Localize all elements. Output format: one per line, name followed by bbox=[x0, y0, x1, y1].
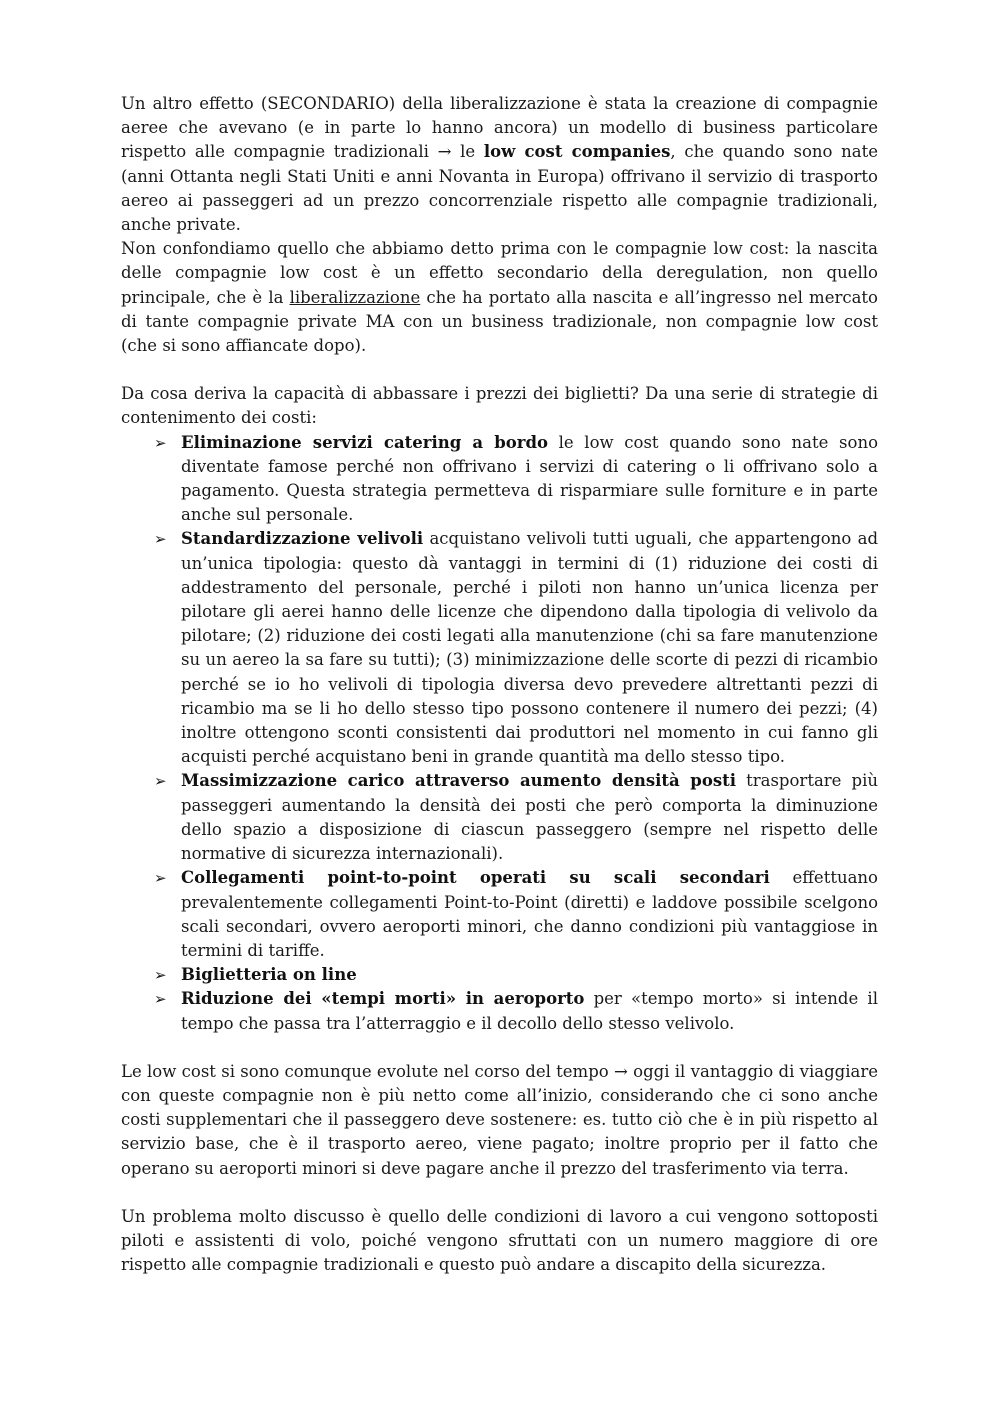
list-item-title: Collegamenti point-to-point operati su scali secondari bbox=[181, 868, 770, 888]
list-item bbox=[121, 769, 878, 866]
list-item bbox=[121, 987, 878, 1035]
list-item-title: Massimizzazione carico attraverso aumento densità posti bbox=[181, 771, 737, 791]
strategy-list bbox=[121, 431, 878, 1036]
arrow-bullet-icon: ➢ bbox=[154, 772, 167, 791]
paragraph-liberalization-note bbox=[121, 237, 878, 358]
paragraph-low-cost-evolution: Le low cost si sono comunque evolute nel corso del tempo → oggi il vantaggio di viaggiare con queste compagnie non è più netto come all’inizio, considerando che ci sono anche costi supplementari che il passeggero deve sostenere: es. tutto ciò che è in più rispetto al servizio base, che è il trasporto aereo, viene pagato; inoltre proprio per il fatto che operano su aeroporti minori si deve pagare anche il prezzo del trasferimento via terra. bbox=[121, 1061, 878, 1178]
list-item-text: trasportare più passeggeri aumentando la densità dei posti che però comporta la diminuzione dello spazio a disposizione di ciascun passeggero (sempre nel rispetto delle normative di sicurezza internazionali). bbox=[181, 771, 878, 864]
paragraph-text: Un altro effetto (SECONDARIO) della liberalizzazione è stata la creazione di compagnie aeree che avevano (e in parte lo hanno ancora) un modello di business particolare rispetto alle compagnie tradizionali → le bbox=[121, 94, 878, 162]
arrow-bullet-icon: ➢ bbox=[154, 869, 167, 888]
list-item bbox=[121, 866, 878, 963]
paragraph-spacer bbox=[121, 1181, 878, 1205]
list-item-title: Eliminazione servizi catering a bordo bbox=[181, 432, 548, 452]
arrow-bullet-icon: ➢ bbox=[154, 966, 167, 985]
list-item bbox=[121, 963, 878, 987]
arrow-bullet-icon: ➢ bbox=[154, 990, 167, 1009]
paragraph-text: Non confondiamo quello che abbiamo detto prima con le compagnie low cost: la nascita delle compagnie low cost è un effetto secondario della deregulation, non quello principale, che è la bbox=[121, 239, 878, 307]
list-item-title: Biglietteria on line bbox=[181, 965, 357, 985]
paragraph-text: , che quando sono nate (anni Ottanta negli Stati Uniti e anni Novanta in Europa) offrivano il servizio di trasporto aereo ai passeggeri ad un prezzo concorrenziale rispetto alle compagnie tradizionali, anche private. bbox=[121, 142, 878, 235]
list-item-title: Standardizzazione velivoli bbox=[181, 529, 424, 549]
document-page bbox=[121, 92, 878, 1277]
list-item-title: Riduzione dei «tempi morti» in aeroporto bbox=[181, 989, 585, 1009]
arrow-bullet-icon: ➢ bbox=[154, 433, 167, 452]
paragraph-spacer bbox=[121, 1036, 878, 1060]
bold-term-low-cost-companies: low cost companies bbox=[483, 142, 671, 162]
list-item bbox=[121, 527, 878, 769]
list-item-text: acquistano velivoli tutti uguali, che appartengono ad un’unica tipologia: questo dà vantaggi in termini di (1) riduzione dei costi di addestramento del personale, perché i piloti non hanno un’unica licenza per pilotare gli aerei hanno delle licenze che dipendono dalla tipologia di velivolo da pilotare; (2) riduzione dei costi legati alla manutenzione (chi sa fare manutenzione su un aereo la sa fare su tutti); (3) minimizzazione delle scorte di pezzi di ricambio perché se io ho velivoli di tipologia diversa devo prevedere altrettanti pezzi di ricambio ma se li ho dello stesso tipo possono contenere il numero dei pezzi; (4) inoltre ottengono sconti consistenti dai produttori nel momento in cui fanno gli acquisti perché acquistano beni in grande quantità ma dello stesso tipo. bbox=[181, 529, 879, 767]
paragraph-text: che ha portato alla nascita e all’ingresso nel mercato di tante compagnie private MA con un business tradizionale, non compagnie low cost (che si sono affiancate dopo). bbox=[121, 287, 878, 356]
paragraph-working-conditions: Un problema molto discusso è quello delle condizioni di lavoro a cui vengono sottoposti piloti e assistenti di volo, poiché vengono sfruttati con un numero maggiore di ore rispetto alle compagnie tradizionali e questo può andare a discapito della sicurezza. bbox=[121, 1206, 878, 1275]
arrow-bullet-icon: ➢ bbox=[154, 530, 167, 549]
paragraph-spacer bbox=[121, 358, 878, 382]
underlined-term-liberalizzazione: liberalizzazione bbox=[289, 287, 421, 307]
list-item bbox=[121, 431, 878, 528]
paragraph-cost-strategies-intro: Da cosa deriva la capacità di abbassare i prezzi dei biglietti? Da una serie di strategie di contenimento dei costi: bbox=[121, 384, 878, 428]
list-item-text: le low cost quando sono nate sono diventate famose perché non offrivano i servizi di catering o li offrivano solo a pagamento. Questa strategia permetteva di risparmiare sulle forniture e in parte anche sul personale. bbox=[181, 432, 879, 525]
paragraph-low-cost-intro bbox=[121, 92, 878, 237]
list-item-text: per «tempo morto» si intende il tempo che passa tra l’atterraggio e il decollo dello stesso velivolo. bbox=[181, 989, 878, 1033]
list-item-text: effettuano prevalentemente collegamenti Point-to-Point (diretti) e laddove possibile scelgono scali secondari, ovvero aeroporti minori, che danno condizioni più vantaggiose in termini di tariffe. bbox=[181, 868, 878, 960]
